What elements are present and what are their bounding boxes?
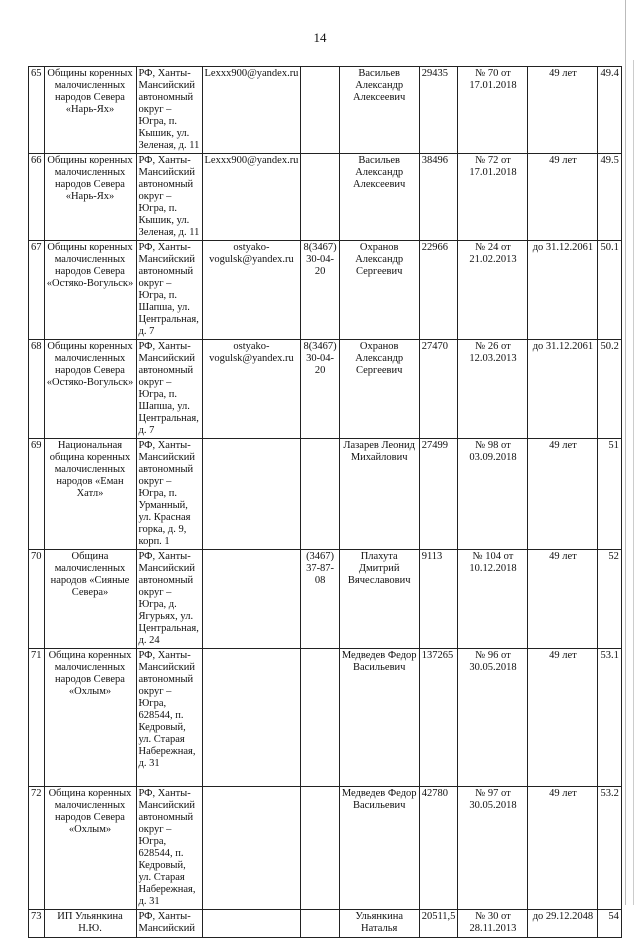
table-row xyxy=(29,241,622,340)
organization-phone xyxy=(301,787,339,910)
registry-table xyxy=(28,66,622,938)
row-number: 73 xyxy=(29,910,45,938)
agreement-term: 49 лет xyxy=(528,67,598,154)
scan-edge-line xyxy=(625,0,626,905)
organization-phone xyxy=(301,439,339,550)
organization-area: 27470 xyxy=(419,340,458,439)
row-number: 66 xyxy=(29,154,45,241)
agreement-document: № 96 от 30.05.2018 xyxy=(458,649,528,787)
organization-area: 137265 xyxy=(419,649,458,787)
organization-name: Национальная община коренных малочисленных народов «Еман Хатл» xyxy=(44,439,136,550)
organization-name: Общины коренных малочисленных народов Севера «Нарь-Ях» xyxy=(44,67,136,154)
registry-number: 49.4 xyxy=(598,67,621,154)
organization-phone xyxy=(301,154,339,241)
organization-area: 38496 xyxy=(419,154,458,241)
organization-name: Община коренных малочисленных народов Севера «Охлым» xyxy=(44,649,136,787)
organization-area: 20511,5 xyxy=(419,910,458,938)
table-row xyxy=(29,649,622,787)
organization-area: 9113 xyxy=(419,550,458,649)
organization-head: Охранов Александр Сергеевич xyxy=(339,241,419,340)
agreement-term: 49 лет xyxy=(528,787,598,910)
organization-head: Васильев Александр Алексеевич xyxy=(339,67,419,154)
organization-email xyxy=(202,439,301,550)
organization-email: ostyako-vogulsk@yandex.ru xyxy=(202,340,301,439)
organization-phone: 8(3467) 30-04-20 xyxy=(301,241,339,340)
agreement-term: 49 лет xyxy=(528,550,598,649)
row-number: 67 xyxy=(29,241,45,340)
organization-head: Охранов Александр Сергеевич xyxy=(339,340,419,439)
organization-head: Ульянкина Наталья xyxy=(339,910,419,938)
scan-edge-line-secondary xyxy=(633,60,634,905)
organization-address: РФ, Ханты-Мансийский автономный округ – Югра, п. Кышик, ул. Зеленая, д. 11 xyxy=(136,154,202,241)
organization-address: РФ, Ханты-Мансийский xyxy=(136,910,202,938)
registry-number: 52 xyxy=(598,550,621,649)
table-row xyxy=(29,340,622,439)
agreement-document: № 98 от 03.09.2018 xyxy=(458,439,528,550)
organization-name: ИП Ульянкина Н.Ю. xyxy=(44,910,136,938)
organization-phone: (3467) 37-87-08 xyxy=(301,550,339,649)
row-number: 72 xyxy=(29,787,45,910)
organization-address: РФ, Ханты-Мансийский автономный округ – Югра, 628544, п. Кедровый, ул. Старая Набережная, д. 31 xyxy=(136,787,202,910)
table-row xyxy=(29,787,622,910)
table-row xyxy=(29,439,622,550)
agreement-term: до 29.12.2048 xyxy=(528,910,598,938)
row-number: 69 xyxy=(29,439,45,550)
organization-head: Лазарев Леонид Михайлович xyxy=(339,439,419,550)
registry-number: 50.2 xyxy=(598,340,621,439)
table-row xyxy=(29,910,622,938)
page-number: 14 xyxy=(313,30,327,45)
registry-number: 53.1 xyxy=(598,649,621,787)
organization-email: Lexxx900@yandex.ru xyxy=(202,67,301,154)
organization-name: Общины коренных малочисленных народов Севера «Остяко-Вогульск» xyxy=(44,340,136,439)
row-number: 68 xyxy=(29,340,45,439)
organization-address: РФ, Ханты-Мансийский автономный округ – Югра, п. Шапша, ул. Центральная, д. 7 xyxy=(136,340,202,439)
organization-area: 27499 xyxy=(419,439,458,550)
agreement-term: до 31.12.2061 xyxy=(528,340,598,439)
organization-email xyxy=(202,550,301,649)
agreement-document: № 30 от 28.11.2013 xyxy=(458,910,528,938)
organization-email xyxy=(202,787,301,910)
organization-area: 29435 xyxy=(419,67,458,154)
table-row xyxy=(29,550,622,649)
organization-email: Lexxx900@yandex.ru xyxy=(202,154,301,241)
organization-address: РФ, Ханты-Мансийский автономный округ – Югра, п. Кышик, ул. Зеленая, д. 11 xyxy=(136,67,202,154)
organization-address: РФ, Ханты-Мансийский автономный округ – Югра, п. Шапша, ул. Центральная, д. 7 xyxy=(136,241,202,340)
agreement-document: № 104 от 10.12.2018 xyxy=(458,550,528,649)
organization-head: Васильев Александр Алексеевич xyxy=(339,154,419,241)
organization-area: 22966 xyxy=(419,241,458,340)
registry-number: 50.1 xyxy=(598,241,621,340)
row-number: 70 xyxy=(29,550,45,649)
organization-address: РФ, Ханты-Мансийский автономный округ – Югра, 628544, п. Кедровый, ул. Старая Набережная, д. 31 xyxy=(136,649,202,787)
agreement-term: 49 лет xyxy=(528,439,598,550)
organization-phone xyxy=(301,67,339,154)
organization-address: РФ, Ханты-Мансийский автономный округ – Югра, д. Ягурьях, ул. Центральная, д. 24 xyxy=(136,550,202,649)
agreement-document: № 26 от 12.03.2013 xyxy=(458,340,528,439)
organization-head: Медведев Федор Васильевич xyxy=(339,649,419,787)
agreement-term: 49 лет xyxy=(528,154,598,241)
row-number: 65 xyxy=(29,67,45,154)
agreement-document: № 72 от 17.01.2018 xyxy=(458,154,528,241)
registry-number: 49.5 xyxy=(598,154,621,241)
registry-number: 53.2 xyxy=(598,787,621,910)
agreement-term: 49 лет xyxy=(528,649,598,787)
organization-name: Общины коренных малочисленных народов Севера «Остяко-Вогульск» xyxy=(44,241,136,340)
registry-number: 54 xyxy=(598,910,621,938)
organization-name: Община малочисленных народов «Сияные Севера» xyxy=(44,550,136,649)
organization-phone xyxy=(301,649,339,787)
registry-number: 51 xyxy=(598,439,621,550)
organization-email xyxy=(202,910,301,938)
agreement-document: № 97 от 30.05.2018 xyxy=(458,787,528,910)
organization-email xyxy=(202,649,301,787)
row-number: 71 xyxy=(29,649,45,787)
organization-head: Медведев Федор Васильевич xyxy=(339,787,419,910)
table-row xyxy=(29,154,622,241)
organization-phone xyxy=(301,910,339,938)
agreement-term: до 31.12.2061 xyxy=(528,241,598,340)
agreement-document: № 70 от 17.01.2018 xyxy=(458,67,528,154)
agreement-document: № 24 от 21.02.2013 xyxy=(458,241,528,340)
organization-area: 42780 xyxy=(419,787,458,910)
organization-address: РФ, Ханты-Мансийский автономный округ – Югра, п. Урманный, ул. Красная горка, д. 9, корп. 1 xyxy=(136,439,202,550)
table-row xyxy=(29,67,622,154)
organization-name: Община коренных малочисленных народов Севера «Охлым» xyxy=(44,787,136,910)
organization-email: ostyako-vogulsk@yandex.ru xyxy=(202,241,301,340)
organization-phone: 8(3467) 30-04-20 xyxy=(301,340,339,439)
organization-name: Общины коренных малочисленных народов Севера «Нарь-Ях» xyxy=(44,154,136,241)
organization-head: Плахута Дмитрий Вячеславович xyxy=(339,550,419,649)
